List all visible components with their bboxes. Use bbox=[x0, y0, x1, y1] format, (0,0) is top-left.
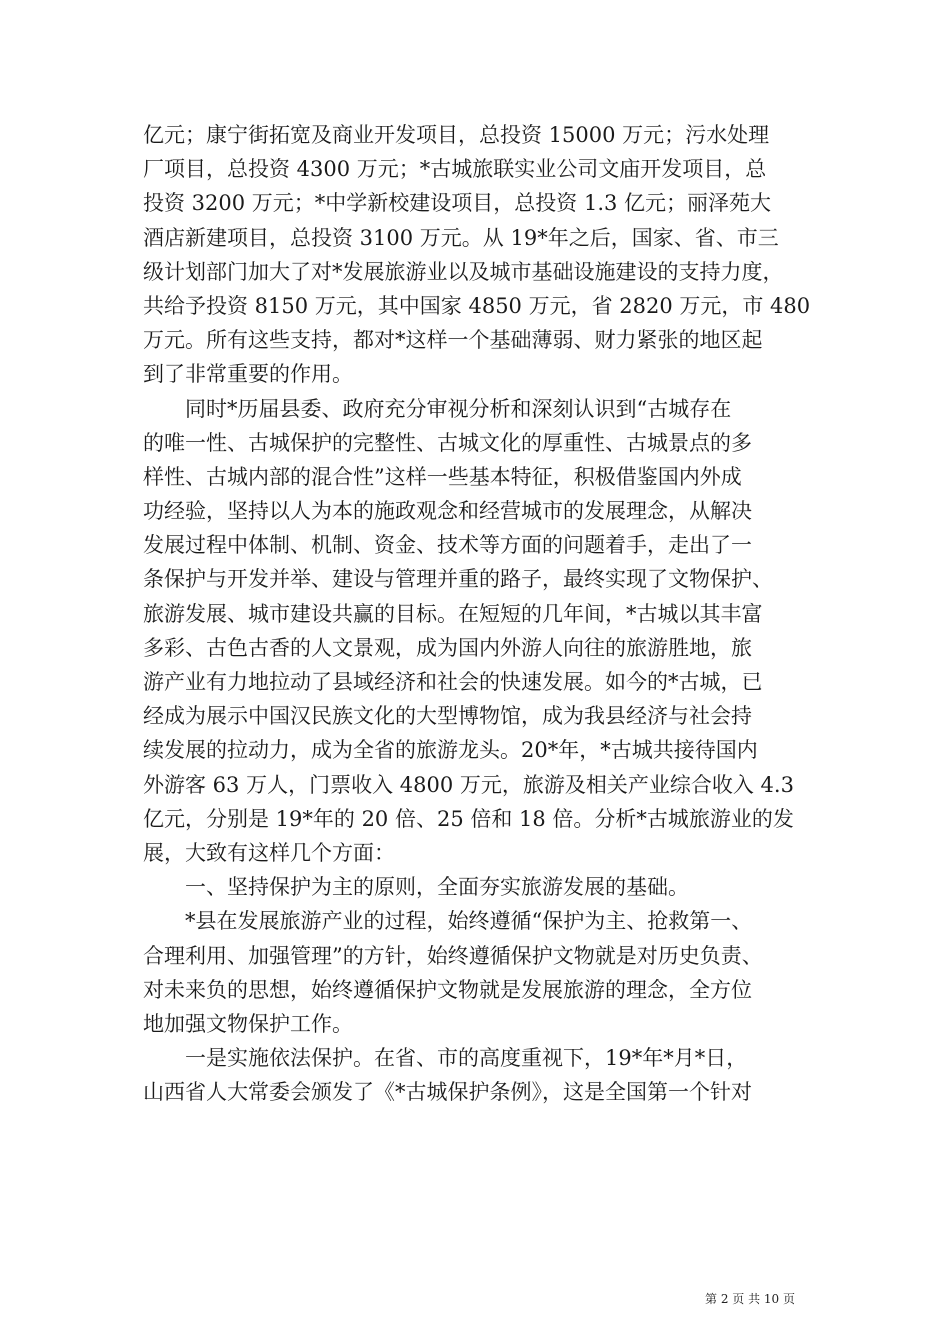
text-line: 展，大致有这样几个方面： bbox=[143, 840, 395, 865]
text-line: 的唯一性、古城保护的完整性、古城文化的厚重性、古城景点的多 bbox=[143, 430, 752, 455]
text-line: 发展过程中体制、机制、资金、技术等方面的问题着手，走出了一 bbox=[143, 533, 752, 558]
text-line: 地加强文物保护工作。 bbox=[143, 1011, 353, 1036]
text-line: 到了非常重要的作用。 bbox=[143, 362, 353, 387]
text-line: 样性、古城内部的混合性”这样一些基本特征，积极借鉴国内外成 bbox=[143, 464, 742, 489]
text-line: 厂项目，总投资 4300 万元；*古城旅联实业公司文庙开发项目，总 bbox=[143, 157, 767, 182]
text-line: 共给予投资 8150 万元，其中国家 4850 万元，省 2820 万元，市 480 bbox=[143, 293, 811, 318]
text-line: 一是实施依法保护。在省、市的高度重视下，19*年*月*日， bbox=[143, 1046, 748, 1071]
text-line: 亿元，分别是 19*年的 20 倍、25 倍和 18 倍。分析*古城旅游业的发 bbox=[143, 806, 794, 831]
text-line: 条保护与开发并举、建设与管理并重的路子，最终实现了文物保护、 bbox=[143, 567, 773, 592]
page-number: 第 2 页 共 10 页 bbox=[705, 1292, 795, 1306]
text-line: *县在发展旅游产业的过程，始终遵循“保护为主、抢救第一、 bbox=[143, 909, 753, 934]
text-line: 万元。所有这些支持，都对*这样一个基础薄弱、财力紧张的地区起 bbox=[143, 328, 763, 353]
text-line: 对未来负的思想，始终遵循保护文物就是发展旅游的理念，全方位 bbox=[143, 977, 752, 1002]
section-heading: 一、坚持保护为主的原则，全面夯实旅游发展的基础。 bbox=[143, 875, 689, 900]
document-body bbox=[143, 118, 813, 1109]
text-line: 合理利用、加强管理”的方针，始终遵循保护文物就是对历史负责、 bbox=[143, 943, 763, 968]
text-line: 级计划部门加大了对*发展旅游业以及城市基础设施建设的支持力度， bbox=[143, 259, 784, 284]
text-line: 酒店新建项目，总投资 3100 万元。从 19*年之后，国家、省、市三 bbox=[143, 225, 779, 250]
text-line: 投资 3200 万元；*中学新校建设项目，总投资 1.3 亿元；丽泽苑大 bbox=[143, 191, 772, 216]
text-line: 外游客 63 万人，门票收入 4800 万元，旅游及相关产业综合收入 4.3 bbox=[143, 772, 794, 797]
text-line: 游产业有力地拉动了县域经济和社会的快速发展。如今的*古城，已 bbox=[143, 670, 763, 694]
text-line: 功经验，坚持以人为本的施政观念和经营城市的发展理念，从解决 bbox=[143, 499, 752, 524]
text-line: 经成为展示中国汉民族文化的大型博物馆，成为我县经济与社会持 bbox=[143, 704, 752, 729]
text-line: 旅游发展、城市建设共赢的目标。在短短的几年间，*古城以其丰富 bbox=[143, 601, 763, 626]
text-line: 多彩、古色古香的人文景观，成为国内外游人向往的旅游胜地，旅 bbox=[143, 635, 752, 660]
text-line: 亿元；康宁街拓宽及商业开发项目，总投资 15000 万元；污水处理 bbox=[143, 123, 770, 147]
text-line: 同时*历届县委、政府充分审视分析和深刻认识到“古城存在 bbox=[143, 396, 732, 421]
text-line: 山西省人大常委会颁发了《*古城保护条例》，这是全国第一个针对 bbox=[143, 1080, 752, 1105]
text-line: 续发展的拉动力，成为全省的旅游龙头。20*年，*古城共接待国内 bbox=[143, 738, 758, 763]
